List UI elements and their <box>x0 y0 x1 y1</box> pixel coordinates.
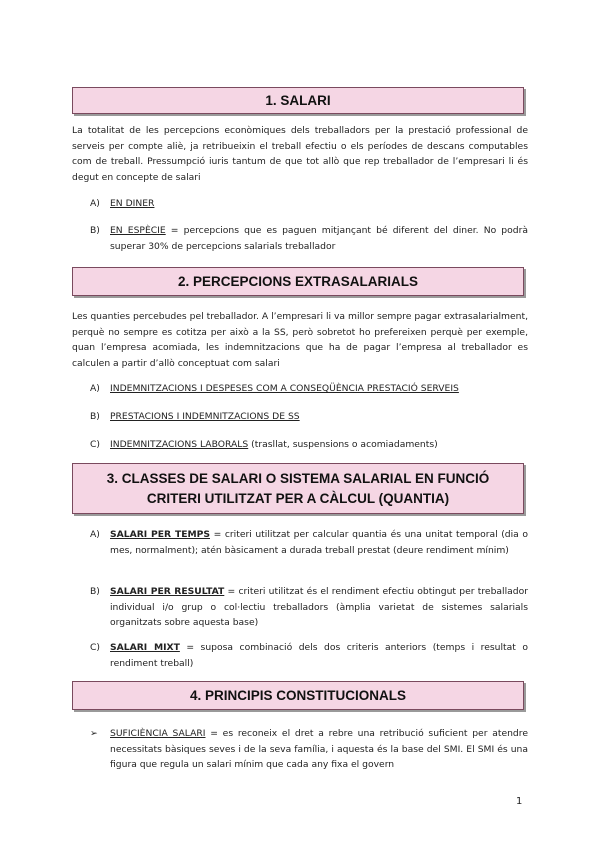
list-marker: B) <box>90 586 100 597</box>
list-marker: A) <box>90 529 100 540</box>
list-item <box>90 640 528 671</box>
list-term: EN DINER <box>110 198 155 209</box>
list-item <box>90 437 528 453</box>
list-item <box>90 527 528 558</box>
list-marker: C) <box>90 439 100 450</box>
section-heading-percepcions-extrasalarials: 2. PERCEPCIONS EXTRASALARIALS <box>72 267 524 296</box>
list-item <box>90 726 528 773</box>
list-term: PRESTACIONS I INDEMNITZACIONS DE SS <box>110 411 300 422</box>
list-term: SALARI PER TEMPS <box>110 529 210 540</box>
list-text: = suposa combinació dels dos criteris anteriors (temps i resultat o rendiment treball) <box>110 642 528 669</box>
list-marker: C) <box>90 642 100 653</box>
heading-line: 3. CLASSES DE SALARI O SISTEMA SALARIAL EN FUNCIÓ <box>106 471 490 486</box>
list-marker: A) <box>90 198 100 209</box>
list-marker: A) <box>90 383 100 394</box>
list-item <box>90 223 528 254</box>
heading-line: CRITERI UTILITZAT PER A CÀLCUL (QUANTIA) <box>146 491 450 506</box>
section-heading-salari: 1. SALARI <box>72 87 524 114</box>
paragraph-salari: La totalitat de les percepcions econòmiques dels treballadors per la prestació professional de serveis per compte aliè, ja retribueixin el treball efectiu o els períodes de descans computables com de treball. Pressumpció iuris tantum de que tot allò que rep treballador de l’empresari li és degut en concepte de salari <box>72 125 528 183</box>
list-term: SALARI MIXT <box>110 642 180 653</box>
list-text: (trasllat, suspensions o acomiadaments) <box>248 439 438 450</box>
list-marker: B) <box>90 225 100 236</box>
list-item <box>90 584 528 631</box>
list-text: = es reconeix el dret a rebre una retribució suficient per atendre necessitats bàsiques seves i de la seva família, i aquesta és la base del SMI. El SMI és una figura que regula un salari mínim que cada any fixa el govern <box>110 728 528 770</box>
list-term: EN ESPÈCIE <box>110 225 166 236</box>
list-term: SUFICIÈNCIA SALARI <box>110 728 206 739</box>
list-term: INDEMNITZACIONS I DESPESES COM A CONSEQÜÈNCIA PRESTACIÓ SERVEIS <box>110 383 459 394</box>
list-marker: B) <box>90 411 100 422</box>
list-item <box>90 409 528 425</box>
arrow-bullet-icon: ➢ <box>90 728 98 739</box>
list-term: INDEMNITZACIONS LABORALS <box>110 439 249 450</box>
list-text: = percepcions que es paguen mitjançant bé diferent del diner. No podrà superar 30% de percepcions salarials treballador <box>110 225 528 252</box>
list-text: = criteri utilitzat és el rendiment efectiu obtingut per treballador individual i/o grup o col·lectiu treballadors (àmplia varietat de sistemes salarials organitzats sobre aquesta base) <box>110 586 528 628</box>
list-text: = criteri utilitzat per calcular quantia és una unitat temporal (dia o mes, normalment); atén bàsicament a durada treball prestat (deure rendiment mínim) <box>110 529 528 556</box>
section-heading-principis-constitucionals: 4. PRINCIPIS CONSTITUCIONALS <box>72 681 524 710</box>
section-heading-classes-salari <box>72 463 524 514</box>
list-item <box>90 196 528 212</box>
paragraph-percepcions: Les quanties percebudes pel treballador. A l’empresari li va millor sempre pagar extrasalarialment, perquè no sempre es cotitza per això a la SS, però sobretot ho prefereixen perquè per exemple, quan l’empresa acomiada, les indemnitzacions que ha de pagar l’empresa al treballador es calculen a partir d’allò conceptuat com salari <box>72 311 528 369</box>
list-term: SALARI PER RESULTAT <box>110 586 225 597</box>
page-number: 1 <box>516 796 523 807</box>
list-item <box>90 381 528 397</box>
